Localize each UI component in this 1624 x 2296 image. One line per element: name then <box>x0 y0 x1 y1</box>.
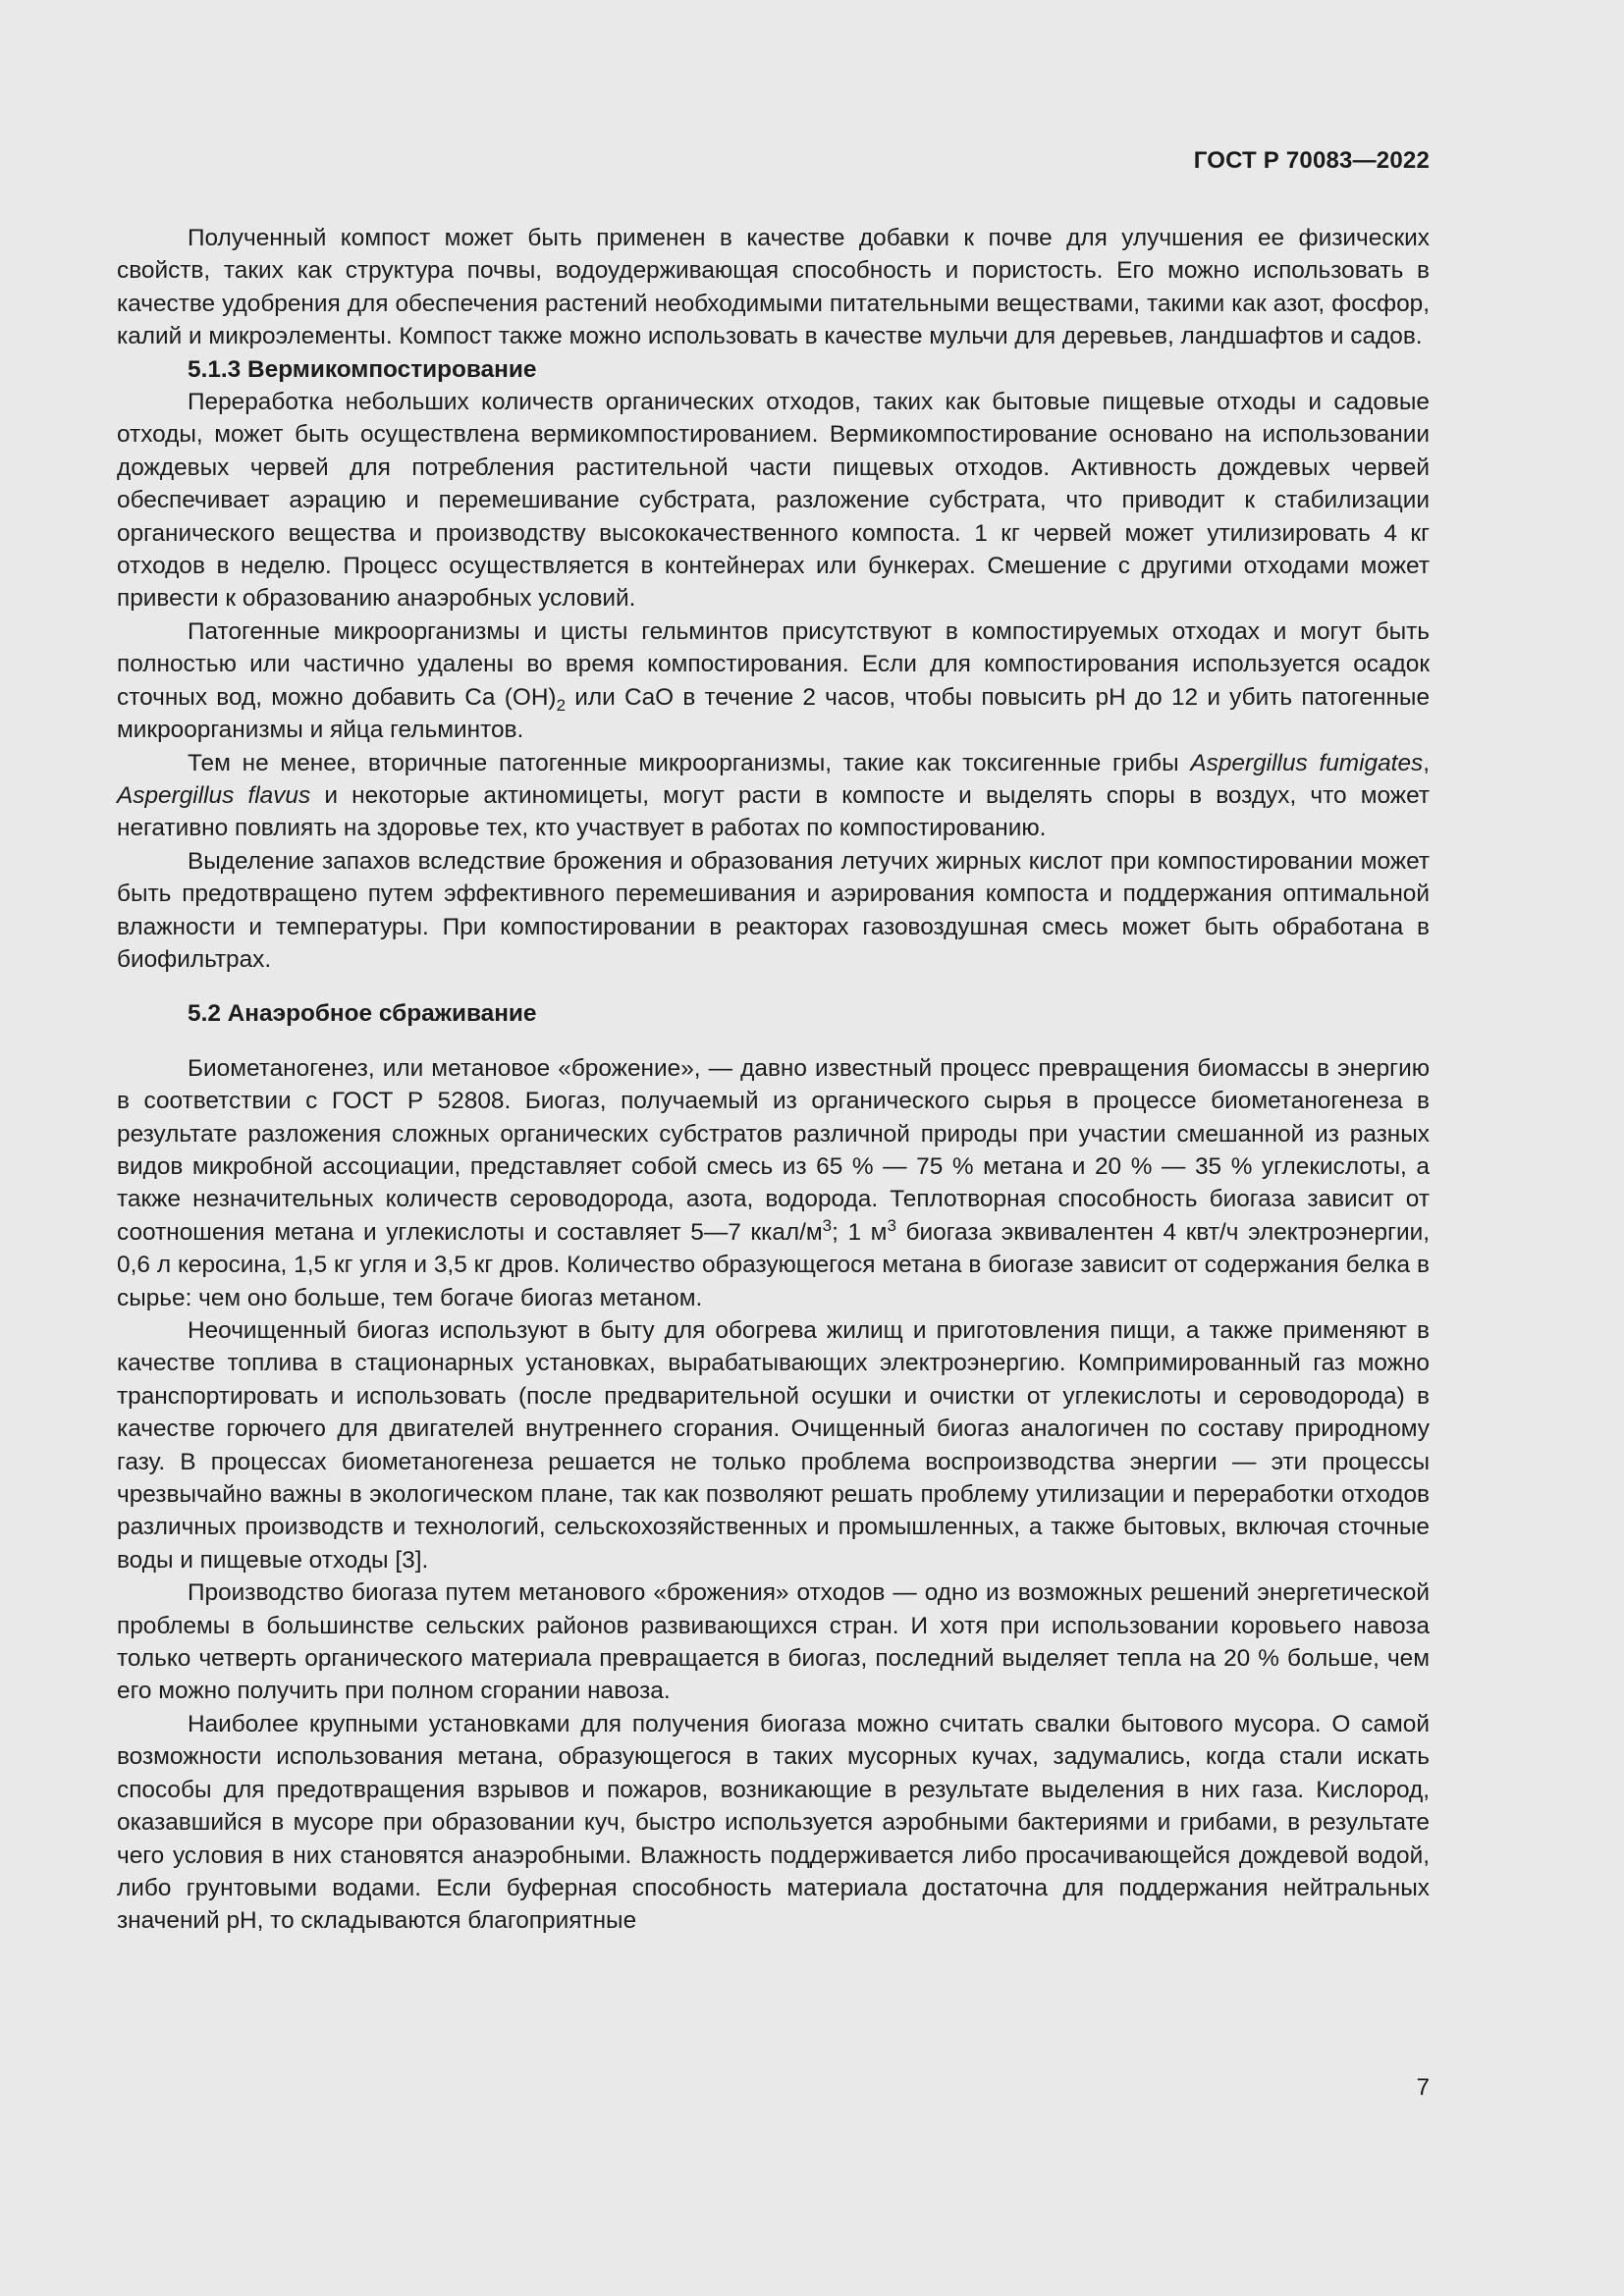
paragraph-vermicomposting: Переработка небольших количеств органических отходов, таких как бытовые пищевые отходы и садовые отходы, может быть осуществлена вермикомпостированием. Вермикомпостирование основано на использовании дождевых червей для потребления растительной части пищевых отходов. Активность дождевых червей обеспечивает аэрацию и перемешивание субстрата, разложение субстрата, что приводит к стабилизации органического вещества и производству высококачественного компоста. 1 кг червей может утилизировать 4 кг отходов в неделю. Процесс осуществляется в контейнерах или бункерах. Смешение с другими отходами может привести к образованию анаэробных условий. <box>117 389 1430 613</box>
page-number: 7 <box>1416 2074 1430 2101</box>
section-heading-5-2: 5.2 Анаэробное сбраживание <box>188 1000 537 1028</box>
paragraph-compost-use: Полученный компост может быть применен в качестве добавки к почве для улучшения ее физических свойств, таких как структура почвы, водоудерживающая способность и пористость. Его можно использовать в качестве удобрения для обеспечения растений необходимыми питательными веществами, такими как азот, фосфор, калий и микроэлементы. Компост также можно использовать в качестве мульчи для деревьев, ландшафтов и садов. <box>117 225 1430 350</box>
paragraph-landfills: Наиболее крупными установками для получения биогаза можно считать свалки бытового мусора. О самой возможности использования метана, образующегося в таких мусорных кучах, задумались, когда стали искать способы для предотвращения взрывов и пожаров, возникающие в результате выделения в них газа. Кислород, оказавшийся в мусоре при образовании куч, быстро используется аэробными бактериями и грибами, в результате чего условия в них становятся анаэробными. Влажность поддерживается либо просачивающейся дождевой водой, либо грунтовыми водами. Если буферная способность материала достаточна для поддержания нейтральных значений pH, то складываются благоприятные <box>117 1710 1430 1935</box>
paragraph-pathogens: Патогенные микроорганизмы и цисты гельминтов присутствуют в компостируемых отходах и могут быть полностью или частично удалены во время компостирования. Если для компостирования используется осадок сточных вод, можно добавить Ca $(OH)_2$ или CaO в течение 2 часов, чтобы повысить pH до 12 и убить патогенные микроорганизмы и яйца гельминтов. <box>117 617 1431 744</box>
paragraph-odors: Выделение запахов вследствие брожения и образования летучих жирных кислот при компостировании может быть предотвращено путем эффективного перемешивания и аэрирования компоста и поддержания оптимальной влажности и температуры. При компостировании в реакторах газовоздушная смесь может быть обработана в биофильтрах. <box>117 847 1430 973</box>
paragraph-biogas-production: Производство биогаза путем метанового «брожения» отходов — одно из возможных решений энергетической проблемы в большинстве сельских районов развивающихся стран. И хотя при использовании коровьего навоза только четверть органического материала превращается в биогаз, последний выделяет тепла на 20 % больше, чем его можно получить при полном сгорании навоза. <box>117 1579 1430 1705</box>
paragraph-secondary-pathogens: Тем не менее, вторичные патогенные микроорганизмы, такие как токсигенные грибы Aspergillus fumigates, Aspergillus flavus и некоторые актиномицеты, могут расти в компосте и выделять споры в воздух, что может негативно повлиять на здоровье тех, кто участвует в работах по компостированию. <box>117 749 1430 842</box>
paragraph-biomethanogenesis: Биометаногенез, или метановое «брожение», — давно известный процесс превращения биомассы в энергию в соответствии с ГОСТ Р 52808. Биогаз, получаемый из органического сырья в процессе биометаногенеза в результате разложения сложных органических субстратов различной природы при участии смешанной из разных видов микробной ассоциации, представляет собой смесь из 65 % — 75 % метана и 20 % — 35 % углекислоты, а также незначительных количеств сероводорода, азота, водорода. Теплотворная способность биогаза зависит от соотношения метана и углекислоты и составляет 5—7 ккал/$м^3$; 1 $м^3$ биогаза эквивалентен 4 квт/ч электроэнергии, 0,6 л керосина, 1,5 кг угля и 3,5 кг дров. Количество образующегося метана в биогазе зависит от содержания белка в сырье: чем оно больше, тем богаче биогаз метаном. <box>117 1054 1430 1311</box>
section-heading-5-1-3: 5.1.3 Вермикомпостирование <box>188 355 537 383</box>
document-body <box>117 222 1430 1938</box>
document-code: ГОСТ Р 70083—2022 <box>1193 147 1430 174</box>
paragraph-raw-biogas: Неочищенный биогаз используют в быту для обогрева жилищ и приготовления пищи, а также применяют в качестве топлива в стационарных установках, вырабатывающих электроэнергию. Компримированный газ можно транспортировать и использовать (после предварительной осушки и очистки от углекислоты и сероводорода) в качестве горючего для двигателей внутреннего сгорания. Очищенный биогаз аналогичен по составу природному газу. В процессах биометаногенеза решается не только проблема воспроизводства энергии — эти процессы чрезвычайно важны в экологическом плане, так как позволяют решать проблему утилизации и переработки отходов различных производств и технологий, сельскохозяйственных и промышленных, а также бытовых, включая сточные воды и пищевые отходы [3]. <box>117 1317 1430 1574</box>
